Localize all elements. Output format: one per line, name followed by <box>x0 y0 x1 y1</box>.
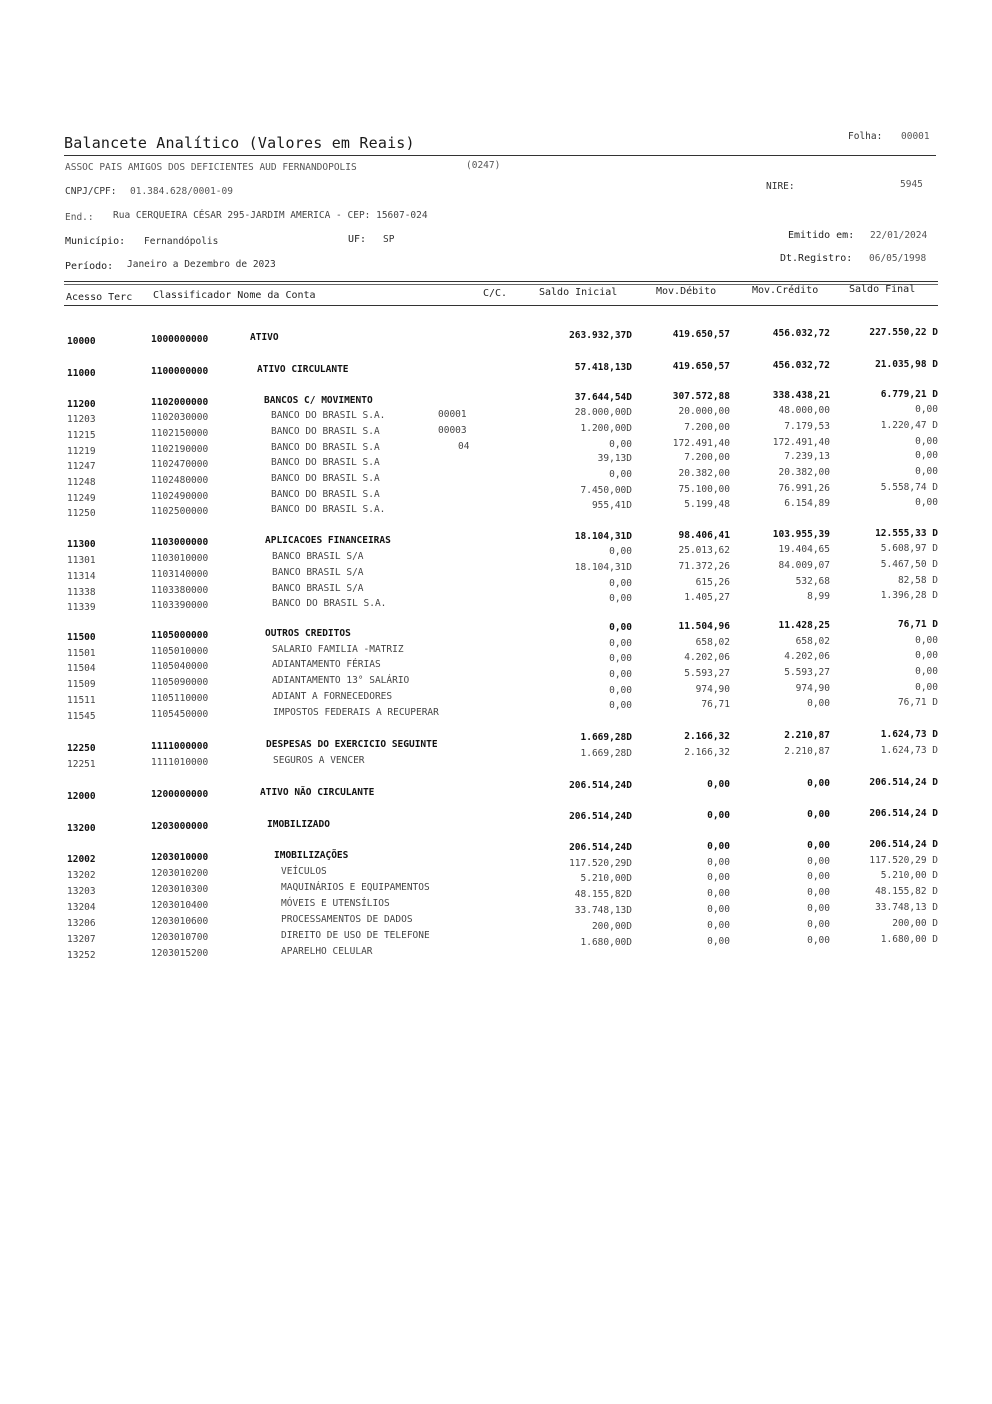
mov-credito-cell: 0,00 <box>807 903 830 914</box>
saldo-final-cell: 48.155,82 D <box>875 886 938 897</box>
mov-credito-cell: 0,00 <box>807 698 830 709</box>
account-name: ADIANT A FORNECEDORES <box>272 691 393 702</box>
classifier-code: 1203010200 <box>151 868 209 879</box>
mov-debito-cell: 76,71 <box>701 699 730 710</box>
account-code: 13203 <box>67 886 96 897</box>
account-name: SALARIO FAMILIA -MATRIZ <box>272 644 404 655</box>
mov-debito-cell: 71.372,26 <box>678 561 730 572</box>
saldo-final-cell: 82,58 D <box>897 575 938 586</box>
account-code: 11203 <box>67 414 96 425</box>
registro-label: Dt.Registro: <box>780 253 853 264</box>
account-code: 11301 <box>67 555 96 566</box>
table-row <box>0 777 992 802</box>
mov-credito-cell: 0,00 <box>807 856 830 867</box>
saldo-inicial-cell: 263.932,37D <box>569 330 632 341</box>
classifier-code: 1102500000 <box>151 506 209 517</box>
mov-credito-cell: 11.428,25 <box>778 620 830 631</box>
saldo-final-cell: 227.550,22 D <box>869 327 938 338</box>
classifier-code: 1203000000 <box>151 821 209 832</box>
classifier-code: 1203010300 <box>151 884 209 895</box>
saldo-final-cell: 0,00 <box>915 466 938 477</box>
emitido-label: Emitido em: <box>788 230 855 241</box>
mov-debito-cell: 307.572,88 <box>672 391 730 402</box>
mov-credito-cell: 6.154,89 <box>784 498 830 509</box>
header-rule-top <box>64 281 938 282</box>
account-code: 13202 <box>67 870 96 881</box>
mov-debito-cell: 658,02 <box>695 637 730 648</box>
classifier-code: 1105000000 <box>151 630 209 641</box>
saldo-inicial-cell: 200,00D <box>591 921 632 932</box>
account-name: IMOBILIZAÇÕES <box>274 850 349 861</box>
cnpj-label: CNPJ/CPF: <box>65 186 117 197</box>
col-cc-header: C/C. <box>483 288 508 299</box>
table-row <box>0 359 992 379</box>
mov-debito-cell: 0,00 <box>707 779 730 790</box>
mov-credito-cell: 20.382,00 <box>778 467 830 478</box>
table-row <box>0 808 992 834</box>
saldo-inicial-cell: 0,00 <box>609 622 632 633</box>
col-acesso-header: Acesso Terc <box>66 292 133 303</box>
account-name: BANCO DO BRASIL S.A <box>271 457 380 468</box>
saldo-inicial-cell: 1.680,00D <box>580 937 632 948</box>
saldo-final-cell: 117.520,29 D <box>869 855 938 866</box>
mov-credito-cell: 974,90 <box>795 683 830 694</box>
account-name: MÓVEIS E UTENSÍLIOS <box>281 898 390 909</box>
entity-name: ASSOC PAIS AMIGOS DOS DEFICIENTES AUD FERNANDOPOLIS <box>65 162 357 173</box>
mov-credito-cell: 456.032,72 <box>772 328 830 339</box>
account-name: BANCO BRASIL S/A <box>272 551 364 562</box>
registro-value: 06/05/1998 <box>869 253 927 264</box>
account-name: DESPESAS DO EXERCICIO SEGUINTE <box>266 739 438 750</box>
mov-debito-cell: 7.200,00 <box>684 452 730 463</box>
saldo-final-cell: 76,71 D <box>897 697 938 708</box>
saldo-inicial-cell: 7.450,00D <box>580 485 632 496</box>
mov-debito-cell: 7.200,00 <box>684 422 730 433</box>
mov-credito-cell: 172.491,40 <box>772 437 830 448</box>
periodo-label: Período: <box>65 261 114 272</box>
account-name: MAQUINÁRIOS E EQUIPAMENTOS <box>281 882 430 893</box>
saldo-inicial-cell: 18.104,31D <box>574 562 632 573</box>
account-name: ATIVO <box>250 332 279 343</box>
classifier-code: 1103000000 <box>151 537 209 548</box>
folha-label: Folha: <box>848 131 883 142</box>
table-row <box>0 327 992 347</box>
saldo-inicial-cell: 1.200,00D <box>580 423 632 434</box>
account-name: BANCO DO BRASIL S.A <box>271 473 380 484</box>
account-name: BANCO BRASIL S/A <box>272 583 364 594</box>
saldo-inicial-cell: 18.104,31D <box>574 531 632 542</box>
mov-debito-cell: 98.406,41 <box>678 530 730 541</box>
saldo-inicial-cell: 0,00 <box>609 578 632 589</box>
mov-credito-cell: 7.239,13 <box>784 451 830 462</box>
classifier-code: 1102000000 <box>151 397 209 408</box>
account-code: 13206 <box>67 918 96 929</box>
saldo-final-cell: 33.748,13 D <box>875 902 938 913</box>
account-name: ATIVO CIRCULANTE <box>257 364 349 375</box>
mov-debito-cell: 2.166,32 <box>684 747 730 758</box>
account-name: ADIANTAMENTO FÉRIAS <box>272 659 381 670</box>
col-classificador-header: Classificador Nome da Conta <box>153 290 316 301</box>
mov-credito-cell: 7.179,53 <box>784 421 830 432</box>
col-saldo-final-header: Saldo Final <box>849 284 916 295</box>
classifier-code: 1102030000 <box>151 412 209 423</box>
classifier-code: 1203010600 <box>151 916 209 927</box>
account-code: 13200 <box>67 823 96 834</box>
mov-debito-cell: 0,00 <box>707 936 730 947</box>
classifier-code: 1111010000 <box>151 757 209 768</box>
classifier-code: 1103140000 <box>151 569 209 580</box>
account-name: BANCO BRASIL S/A <box>272 567 364 578</box>
account-code: 12002 <box>67 854 96 865</box>
mov-debito-cell: 419.650,57 <box>672 361 730 372</box>
col-saldo-inicial-header: Saldo Inicial <box>539 287 618 298</box>
classifier-code: 1103380000 <box>151 585 209 596</box>
account-name: BANCO DO BRASIL S.A <box>271 426 380 437</box>
mov-credito-cell: 84.009,07 <box>778 560 830 571</box>
classifier-code: 1203015200 <box>151 948 209 959</box>
saldo-inicial-cell: 1.669,28D <box>580 732 632 743</box>
cc-code: 00001 <box>438 409 467 420</box>
mov-credito-cell: 532,68 <box>795 576 830 587</box>
title-rule <box>64 155 936 156</box>
saldo-inicial-cell: 0,00 <box>609 653 632 664</box>
saldo-final-cell: 206.514,24 D <box>869 808 938 819</box>
account-name: ADIANTAMENTO 13° SALÁRIO <box>272 675 410 686</box>
saldo-final-cell: 12.555,33 D <box>875 528 938 539</box>
classifier-code: 1102150000 <box>151 428 209 439</box>
address-value: Rua CERQUEIRA CÉSAR 295-JARDIM AMERICA - CEP: 15607-024 <box>113 210 428 221</box>
mov-debito-cell: 11.504,96 <box>678 621 730 632</box>
uf-value: SP <box>383 234 395 245</box>
mov-credito-cell: 658,02 <box>795 636 830 647</box>
classifier-code: 1105110000 <box>151 693 209 704</box>
saldo-final-cell: 5.467,50 D <box>880 559 938 570</box>
mov-debito-cell: 0,00 <box>707 872 730 883</box>
mov-credito-cell: 0,00 <box>807 887 830 898</box>
account-name: BANCO DO BRASIL S.A. <box>271 504 386 515</box>
mov-debito-cell: 172.491,40 <box>672 438 730 449</box>
classifier-code: 1105090000 <box>151 677 209 688</box>
account-code: 11250 <box>67 508 96 519</box>
mov-credito-cell: 103.955,39 <box>772 529 830 540</box>
saldo-final-cell: 1.624,73 D <box>880 729 938 740</box>
account-code: 11509 <box>67 679 96 690</box>
account-name: BANCOS C/ MOVIMENTO <box>264 395 373 406</box>
mov-debito-cell: 1.405,27 <box>684 592 730 603</box>
account-code: 11338 <box>67 587 96 598</box>
saldo-inicial-cell: 206.514,24D <box>569 780 632 791</box>
entity-code: (0247) <box>466 160 501 171</box>
account-code: 12251 <box>67 759 96 770</box>
saldo-inicial-cell: 5.210,00D <box>580 873 632 884</box>
mov-debito-cell: 419.650,57 <box>672 329 730 340</box>
header-rule-bottom <box>64 305 938 306</box>
account-name: DIREITO DE USO DE TELEFONE <box>281 930 430 941</box>
account-code: 11500 <box>67 632 96 643</box>
saldo-final-cell: 0,00 <box>915 404 938 415</box>
account-code: 11511 <box>67 695 96 706</box>
account-name: BANCO DO BRASIL S.A <box>271 489 380 500</box>
saldo-inicial-cell: 37.644,54D <box>574 392 632 403</box>
mov-credito-cell: 48.000,00 <box>778 405 830 416</box>
saldo-inicial-cell: 955,41D <box>591 500 632 511</box>
saldo-final-cell: 5.558,74 D <box>880 482 938 493</box>
account-code: 11248 <box>67 477 96 488</box>
account-code: 11200 <box>67 399 96 410</box>
account-name: VEÍCULOS <box>281 866 327 877</box>
saldo-final-cell: 1.396,28 D <box>880 590 938 601</box>
col-mov-credito-header: Mov.Crédito <box>752 285 819 296</box>
saldo-final-cell: 1.624,73 D <box>880 745 938 756</box>
mov-debito-cell: 0,00 <box>707 920 730 931</box>
account-name: BANCO DO BRASIL S.A. <box>272 598 387 609</box>
saldo-final-cell: 206.514,24 D <box>869 839 938 850</box>
account-name: APARELHO CELULAR <box>281 946 373 957</box>
classifier-code: 1105450000 <box>151 709 209 720</box>
saldo-inicial-cell: 0,00 <box>609 669 632 680</box>
saldo-final-cell: 0,00 <box>915 682 938 693</box>
classifier-code: 1200000000 <box>151 789 209 800</box>
account-code: 11219 <box>67 446 96 457</box>
cc-code: 04 <box>458 441 470 452</box>
saldo-inicial-cell: 0,00 <box>609 638 632 649</box>
saldo-final-cell: 0,00 <box>915 635 938 646</box>
mov-credito-cell: 0,00 <box>807 935 830 946</box>
account-code: 13252 <box>67 950 96 961</box>
saldo-final-cell: 21.035,98 D <box>875 359 938 370</box>
mov-credito-cell: 0,00 <box>807 871 830 882</box>
uf-label: UF: <box>348 234 367 245</box>
mov-debito-cell: 20.000,00 <box>678 406 730 417</box>
classifier-code: 1111000000 <box>151 741 209 752</box>
mov-credito-cell: 0,00 <box>807 809 830 820</box>
cnpj-value: 01.384.628/0001-09 <box>130 186 233 197</box>
saldo-inicial-cell: 206.514,24D <box>569 811 632 822</box>
saldo-inicial-cell: 206.514,24D <box>569 842 632 853</box>
mov-credito-cell: 0,00 <box>807 919 830 930</box>
account-code: 11300 <box>67 539 96 550</box>
mov-credito-cell: 456.032,72 <box>772 360 830 371</box>
account-code: 13207 <box>67 934 96 945</box>
saldo-final-cell: 1.680,00 D <box>880 934 938 945</box>
mov-credito-cell: 4.202,06 <box>784 651 830 662</box>
account-code: 11000 <box>67 368 96 379</box>
account-code: 11501 <box>67 648 96 659</box>
folha-value: 00001 <box>901 131 930 142</box>
mov-debito-cell: 0,00 <box>707 841 730 852</box>
saldo-inicial-cell: 33.748,13D <box>574 905 632 916</box>
saldo-inicial-cell: 28.000,00D <box>574 407 632 418</box>
saldo-inicial-cell: 0,00 <box>609 700 632 711</box>
classifier-code: 1105010000 <box>151 646 209 657</box>
classifier-code: 1102190000 <box>151 444 209 455</box>
classifier-code: 1102480000 <box>151 475 209 486</box>
saldo-final-cell: 1.220,47 D <box>880 420 938 431</box>
saldo-final-cell: 6.779,21 D <box>880 389 938 400</box>
mov-debito-cell: 2.166,32 <box>684 731 730 742</box>
account-code: 11247 <box>67 461 96 472</box>
mov-credito-cell: 0,00 <box>807 778 830 789</box>
cc-code: 00003 <box>438 425 467 436</box>
account-name: APLICACOES FINANCEIRAS <box>265 535 391 546</box>
classifier-code: 1203010000 <box>151 852 209 863</box>
mov-credito-cell: 338.438,21 <box>772 390 830 401</box>
periodo-value: Janeiro a Dezembro de 2023 <box>127 259 276 270</box>
account-name: PROCESSAMENTOS DE DADOS <box>281 914 413 925</box>
saldo-final-cell: 206.514,24 D <box>869 777 938 788</box>
account-name: ATIVO NÃO CIRCULANTE <box>260 787 375 798</box>
mov-debito-cell: 25.013,62 <box>678 545 730 556</box>
classifier-code: 1203010400 <box>151 900 209 911</box>
classifier-code: 1000000000 <box>151 334 209 345</box>
mov-debito-cell: 20.382,00 <box>678 468 730 479</box>
classifier-code: 1102490000 <box>151 491 209 502</box>
classifier-code: 1105040000 <box>151 661 209 672</box>
saldo-final-cell: 0,00 <box>915 650 938 661</box>
mov-debito-cell: 0,00 <box>707 888 730 899</box>
mov-debito-cell: 0,00 <box>707 810 730 821</box>
account-code: 11339 <box>67 602 96 613</box>
saldo-inicial-cell: 57.418,13D <box>574 362 632 373</box>
account-name: BANCO DO BRASIL S.A <box>271 442 380 453</box>
saldo-inicial-cell: 0,00 <box>609 469 632 480</box>
mov-credito-cell: 2.210,87 <box>784 730 830 741</box>
saldo-inicial-cell: 1.669,28D <box>580 748 632 759</box>
account-code: 12000 <box>67 791 96 802</box>
account-name: OUTROS CREDITOS <box>265 628 351 639</box>
account-code: 11215 <box>67 430 96 441</box>
classifier-code: 1100000000 <box>151 366 209 377</box>
mov-credito-cell: 8,99 <box>807 591 830 602</box>
saldo-final-cell: 5.210,00 D <box>880 870 938 881</box>
classifier-code: 1203010700 <box>151 932 209 943</box>
mov-debito-cell: 974,90 <box>695 684 730 695</box>
account-name: IMOBILIZADO <box>267 819 330 830</box>
saldo-inicial-cell: 0,00 <box>609 546 632 557</box>
account-name: SEGUROS A VENCER <box>273 755 365 766</box>
saldo-inicial-cell: 48.155,82D <box>574 889 632 900</box>
mov-credito-cell: 0,00 <box>807 840 830 851</box>
saldo-final-cell: 0,00 <box>915 497 938 508</box>
account-name: BANCO DO BRASIL S.A. <box>271 410 386 421</box>
mov-credito-cell: 76.991,26 <box>778 483 830 494</box>
saldo-final-cell: 200,00 D <box>892 918 938 929</box>
classifier-code: 1102470000 <box>151 459 209 470</box>
account-code: 12250 <box>67 743 96 754</box>
account-code: 11504 <box>67 663 96 674</box>
municipio-label: Município: <box>65 236 126 247</box>
document-title: Balancete Analítico (Valores em Reais) <box>64 134 415 152</box>
mov-credito-cell: 19.404,65 <box>778 544 830 555</box>
account-code: 11249 <box>67 493 96 504</box>
municipio-value: Fernandópolis <box>144 236 219 247</box>
mov-credito-cell: 5.593,27 <box>784 667 830 678</box>
address-label: End.: <box>65 212 94 223</box>
saldo-inicial-cell: 0,00 <box>609 593 632 604</box>
mov-debito-cell: 615,26 <box>695 577 730 588</box>
mov-debito-cell: 5.593,27 <box>684 668 730 679</box>
saldo-final-cell: 0,00 <box>915 450 938 461</box>
saldo-inicial-cell: 0,00 <box>609 685 632 696</box>
mov-credito-cell: 2.210,87 <box>784 746 830 757</box>
mov-debito-cell: 75.100,00 <box>678 484 730 495</box>
saldo-final-cell: 5.608,97 D <box>880 543 938 554</box>
mov-debito-cell: 0,00 <box>707 857 730 868</box>
emitido-value: 22/01/2024 <box>870 230 928 241</box>
saldo-inicial-cell: 117.520,29D <box>569 858 632 869</box>
classifier-code: 1103390000 <box>151 600 209 611</box>
col-mov-debito-header: Mov.Débito <box>656 286 717 297</box>
saldo-final-cell: 0,00 <box>915 436 938 447</box>
account-code: 11545 <box>67 711 96 722</box>
mov-debito-cell: 5.199,48 <box>684 499 730 510</box>
saldo-inicial-cell: 0,00 <box>609 439 632 450</box>
account-code: 10000 <box>67 336 96 347</box>
saldo-final-cell: 76,71 D <box>897 619 938 630</box>
mov-debito-cell: 4.202,06 <box>684 652 730 663</box>
saldo-inicial-cell: 39,13D <box>597 453 632 464</box>
saldo-final-cell: 0,00 <box>915 666 938 677</box>
account-code: 13204 <box>67 902 96 913</box>
nire-value: 5945 <box>900 179 923 190</box>
classifier-code: 1103010000 <box>151 553 209 564</box>
nire-label: NIRE: <box>766 181 795 192</box>
account-name: IMPOSTOS FEDERAIS A RECUPERAR <box>273 707 439 718</box>
mov-debito-cell: 0,00 <box>707 904 730 915</box>
account-code: 11314 <box>67 571 96 582</box>
